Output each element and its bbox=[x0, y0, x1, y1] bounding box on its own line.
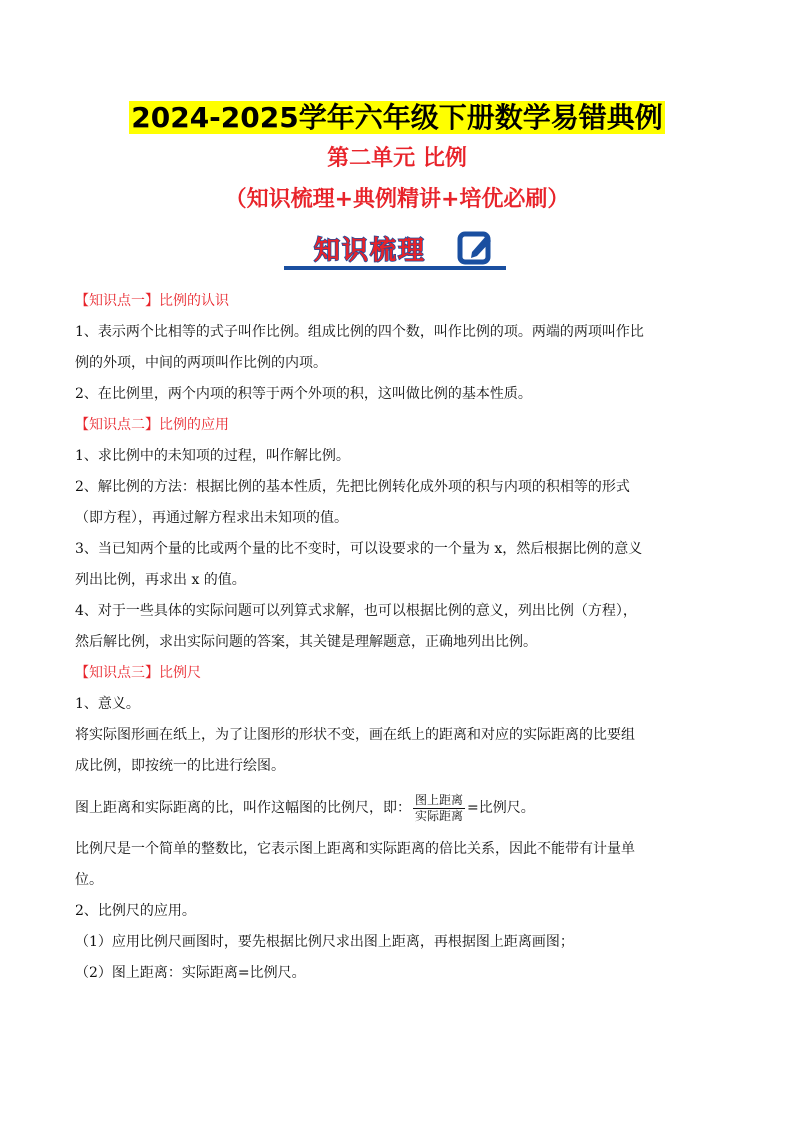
kp2-item-3-cont: 列出比例，再求出 x 的值。 bbox=[75, 572, 246, 588]
kp3-para-2-cont: 位。 bbox=[75, 872, 103, 888]
knowledge-point-1 bbox=[75, 286, 725, 410]
kp1-item-1-cont: 例的外项，中间的两项叫作比例的内项。 bbox=[75, 355, 327, 371]
title-text: 2024-2025学年六年级下册数学易错典例 bbox=[131, 101, 663, 134]
formula-result: =比例尺。 bbox=[467, 800, 535, 816]
kp3-item-1: 1、意义。 bbox=[75, 696, 140, 712]
kp2-item-4-cont: 然后解比例，求出实际问题的答案，其关键是理解题意，正确地列出比例。 bbox=[75, 634, 537, 650]
banner-underline bbox=[284, 266, 506, 270]
kp1-heading: 【知识点一】比例的认识 bbox=[75, 293, 229, 309]
knowledge-point-2 bbox=[75, 410, 725, 658]
kp2-item-3: 3、当已知两个量的比或两个量的比不变时，可以设要求的一个量为 x，然后根据比例的意义 bbox=[75, 541, 643, 557]
kp3-heading: 【知识点三】比例尺 bbox=[75, 665, 201, 681]
kp3-para-1-cont: 成比例，即按统一的比进行绘图。 bbox=[75, 758, 285, 774]
fraction-numerator: 图上距离 bbox=[415, 792, 464, 807]
document-title bbox=[0, 100, 794, 136]
kp3-sub-2: （2）图上距离：实际距离=比例尺。 bbox=[75, 965, 306, 981]
section-banner bbox=[284, 228, 510, 276]
kp2-item-4: 4、对于一些具体的实际问题可以列算式求解，也可以根据比例的意义，列出比例（方程）， bbox=[75, 603, 637, 619]
kp3-sub-1: （1）应用比例尺画图时，要先根据比例尺求出图上距离，再根据图上距离画图； bbox=[75, 934, 574, 950]
kp1-item-1: 1、表示两个比相等的式子叫作比例。组成比例的四个数，叫作比例的项。两端的两项叫作比 bbox=[75, 324, 644, 340]
kp2-item-1: 1、求比例中的未知项的过程，叫作解比例。 bbox=[75, 448, 350, 464]
kp2-item-2: 2、解比例的方法：根据比例的基本性质，先把比例转化成外项的积与内项的积相等的形式 bbox=[75, 479, 630, 495]
unit-title: 第二单元 比例 bbox=[327, 146, 467, 171]
fraction-denominator: 实际距离 bbox=[415, 808, 464, 823]
banner-label: 知识梳理 bbox=[314, 236, 427, 266]
fraction bbox=[413, 793, 465, 824]
formula-text: 图上距离和实际距离的比，叫作这幅图的比例尺，即： bbox=[75, 800, 411, 816]
kp3-para-2: 比例尺是一个简单的整数比，它表示图上距离和实际距离的倍比关系，因此不能带有计量单 bbox=[75, 841, 635, 857]
knowledge-point-3 bbox=[75, 658, 725, 989]
kp3-para-1: 将实际图形画在纸上，为了让图形的形状不变，画在纸上的距离和对应的实际距离的比要组 bbox=[75, 727, 635, 743]
kp1-item-2: 2、在比例里，两个内项的积等于两个外项的积，这叫做比例的基本性质。 bbox=[75, 386, 532, 402]
kp3-formula-line bbox=[75, 788, 725, 828]
edit-icon bbox=[456, 228, 496, 268]
document-subtitle: （知识梳理+典例精讲+培优必刷） bbox=[224, 187, 570, 212]
kp2-heading: 【知识点二】比例的应用 bbox=[75, 417, 229, 433]
kp3-item-2: 2、比例尺的应用。 bbox=[75, 903, 196, 919]
kp2-item-2-cont: （即方程），再通过解方程求出未知项的值。 bbox=[75, 510, 348, 526]
